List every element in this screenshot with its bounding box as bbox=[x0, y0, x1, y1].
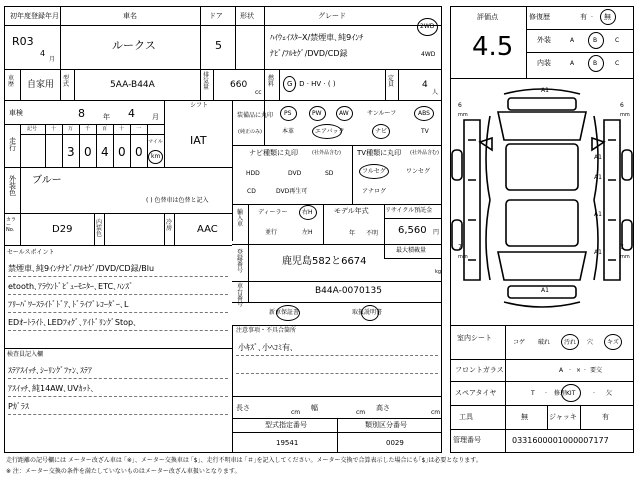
digit-header-3: 百 bbox=[102, 126, 108, 132]
car-damage-diagram bbox=[450, 80, 634, 320]
digit-header-2: 千 bbox=[85, 126, 91, 132]
equip-tv: TV bbox=[421, 128, 429, 135]
warranty-label: 新車保証書 bbox=[269, 309, 300, 316]
repair-yes: 有 bbox=[580, 13, 587, 21]
capacity-value: 4 bbox=[422, 80, 428, 90]
footer-line1: 走行距離の記号欄には メーター改ざん車は ｢※｣、メーター交換車は ｢$｣、走行不明車は ｢＃｣を記入してください。メーター交換で合算表示した場合にも｢$｣は必要となります。 bbox=[6, 457, 482, 464]
mileage-digit-3: 4 bbox=[101, 145, 109, 159]
windshield-x: × bbox=[576, 367, 582, 374]
ext-c: C bbox=[615, 37, 620, 44]
drive-2wd: 2WD bbox=[420, 23, 435, 30]
navi-dvd: DVD bbox=[288, 170, 302, 177]
registration-label: 登録番号 bbox=[237, 249, 244, 274]
damage-a1-top: A1 bbox=[541, 87, 549, 94]
height-cm: cm bbox=[431, 409, 441, 416]
person-unit: 人 bbox=[432, 89, 439, 96]
class-no: 0029 bbox=[386, 439, 404, 447]
model-year-label: モデル年式 bbox=[334, 207, 369, 215]
spare-sep1: · bbox=[545, 390, 547, 397]
first-reg-era: R03 bbox=[12, 35, 34, 48]
import-left-h: 左H bbox=[302, 229, 313, 236]
navi-sd: SD bbox=[325, 170, 334, 177]
windshield-replace: 要交 bbox=[590, 367, 603, 374]
seat-stain: 汚れ bbox=[564, 339, 577, 346]
navi-hdd: HDD bbox=[246, 170, 260, 177]
tv-subtitle: (社外品含む) bbox=[410, 150, 439, 156]
ac-value: AAC bbox=[197, 224, 218, 235]
exterior-grade-label: 外装 bbox=[537, 36, 551, 44]
exterior-note: ( ) 色替車は色替と記入 bbox=[146, 197, 209, 204]
inspection-year-unit: 年 bbox=[103, 113, 110, 121]
navi-dvd-play: DVD再生可 bbox=[276, 188, 308, 195]
spare-t: T bbox=[531, 390, 535, 397]
equip-airbag: エアバック bbox=[315, 128, 345, 135]
windshield-sep1: · bbox=[569, 367, 571, 374]
yen-unit: 円 bbox=[433, 229, 440, 236]
mm-right-bottom-unit: mm bbox=[620, 254, 630, 260]
spare-sep2: · bbox=[593, 390, 595, 397]
tools-value: 無 bbox=[521, 413, 528, 421]
tv-oneseg: ワンセグ bbox=[406, 168, 431, 175]
equip-leather: 本革 bbox=[282, 128, 295, 135]
fuel-options: G · D · HV · ( ) bbox=[287, 80, 336, 88]
mm-left-top-unit: mm bbox=[458, 112, 468, 118]
digit-header-0: 十 bbox=[51, 126, 57, 132]
ext-a: A bbox=[570, 37, 575, 44]
windshield-sep2: · bbox=[584, 367, 586, 374]
mileage-digit-1: 3 bbox=[67, 145, 75, 159]
equip-abs: ABS bbox=[418, 110, 430, 117]
manual-label: 取扱説明書 bbox=[352, 309, 383, 316]
record-label: 記号 bbox=[27, 126, 38, 132]
digit-header-1: 万 bbox=[68, 126, 74, 132]
mm-right-bottom-num: 7 bbox=[620, 244, 624, 251]
displacement-label: 排気量 bbox=[203, 72, 210, 91]
score-value: 4.5 bbox=[472, 32, 514, 62]
digit-header-4: 十 bbox=[119, 126, 125, 132]
mgmt-label: 管理番号 bbox=[453, 436, 481, 444]
import-right-h: 右H bbox=[302, 209, 313, 216]
month-unit: 月 bbox=[49, 56, 56, 63]
equip-ps: PS bbox=[284, 110, 292, 117]
windshield-a: A bbox=[559, 367, 564, 374]
fuel-label: 燃料 bbox=[268, 75, 275, 88]
footer-line2: ※ 注：メーター交換の条件を満たしていないものはメーター改ざん車扱いとなります。 bbox=[6, 468, 241, 475]
class-no-label: 類別区分番号 bbox=[365, 421, 407, 429]
first-reg-label: 初年度登録年月 bbox=[10, 12, 59, 20]
mm-right-top-num: 6 bbox=[620, 102, 624, 109]
width-label: 幅 bbox=[311, 404, 318, 412]
color-no-label: カラーNo. bbox=[6, 217, 17, 233]
inspection-year: 8 bbox=[78, 107, 85, 120]
max-load-label: 最大積載量 bbox=[396, 247, 427, 254]
navi-subtitle: (社外品含む) bbox=[312, 150, 341, 156]
recycle-amount: 6,560 bbox=[398, 225, 427, 236]
jack-value: 有 bbox=[602, 413, 609, 421]
mm-left-bottom-num: 7 bbox=[458, 244, 462, 251]
notes-line: 小ｷｽﾞ､小ﾍｺﾐ有､ bbox=[238, 343, 294, 352]
capacity-label: 定員 bbox=[388, 75, 395, 88]
mileage-digit-5: 0 bbox=[135, 145, 143, 159]
exterior-label: 外装色 bbox=[9, 175, 16, 197]
sales-line-2: ﾌﾘｰﾊﾟﾜｰｽﾗｲﾄﾞﾄﾞｱ､ﾄﾞﾗｲﾌﾞﾚｺｰﾀﾞｰ､L bbox=[8, 300, 129, 309]
ac-label: 冷房 bbox=[166, 219, 173, 232]
int-a: A bbox=[570, 60, 575, 67]
repair-sep: · bbox=[591, 14, 593, 21]
color-no: D29 bbox=[52, 224, 73, 235]
inspector-line-0: ｽﾃｱｽｲｯﾁ､ｼｰﾘﾝｸﾞﾌｧﾝ､ｽﾃｱ bbox=[8, 366, 92, 375]
damage-a1-right-mid: A1 bbox=[594, 174, 602, 181]
inspector-line-2: Pｶﾞﾗｽ bbox=[8, 402, 29, 411]
length-label: 長さ bbox=[236, 404, 250, 412]
mileage-digit-4: 0 bbox=[118, 145, 126, 159]
mm-left-bottom-unit: mm bbox=[458, 254, 468, 260]
shape-label: 形状 bbox=[240, 12, 254, 20]
car-name-label: 車名 bbox=[123, 12, 137, 20]
seat-label: 室内シート bbox=[457, 334, 492, 342]
chassis-label: 車台番号 bbox=[237, 283, 244, 308]
damage-a1-right-upper: A1 bbox=[594, 154, 602, 161]
height-label: 高さ bbox=[376, 404, 390, 412]
inspection-label: 車検 bbox=[9, 109, 23, 117]
grade-line1: ﾊｲｳｪｲｽﾀｰX/禁煙車､純9ｲﾝﾁ bbox=[270, 33, 364, 42]
cc-unit: cc bbox=[255, 89, 262, 96]
jack-label: ジャッキ bbox=[549, 413, 577, 421]
spare-kit: 修理KIT bbox=[554, 390, 576, 397]
type-no-label: 型式指定番号 bbox=[265, 421, 307, 429]
model-label: 型式 bbox=[63, 75, 70, 88]
int-b: B bbox=[593, 60, 598, 67]
tv-fullseg: フルセグ bbox=[362, 168, 386, 175]
interior-grade-label: 内装 bbox=[537, 59, 551, 67]
sales-line-3: EDｵｰﾄﾗｲﾄ､LEDﾌｫｸﾞ､ｱｲﾄﾞﾘﾝｸﾞStop､ bbox=[8, 318, 138, 327]
import-parallel: 並行 bbox=[265, 229, 278, 236]
mm-left-top-num: 6 bbox=[458, 102, 462, 109]
shift-label: シフト bbox=[190, 102, 209, 109]
unit-km: km bbox=[151, 153, 161, 160]
usage-value: 自家用 bbox=[27, 80, 55, 90]
int-c: C bbox=[615, 60, 620, 67]
equip-sunroof: サンルーフ bbox=[367, 110, 397, 117]
car-name: ルークス bbox=[112, 39, 156, 52]
doors-value: 5 bbox=[215, 39, 222, 52]
usage-label: 車歴 bbox=[8, 75, 15, 88]
equip-navi: ナビ bbox=[375, 128, 388, 135]
model-year-unknown: 不明 bbox=[366, 230, 379, 237]
navi-cd: CD bbox=[247, 188, 256, 195]
recycle-label: リサイクル預託金 bbox=[385, 207, 433, 214]
spare-label: スペアタイヤ bbox=[455, 389, 497, 397]
unit-mile: マイル bbox=[148, 139, 163, 145]
displacement-value: 660 bbox=[230, 80, 248, 90]
type-no: 19541 bbox=[276, 439, 299, 447]
equipment-subtitle: (純正のみ) bbox=[238, 129, 262, 135]
navi-title: ナビ種類に丸印 bbox=[249, 149, 298, 157]
width-cm: cm bbox=[356, 409, 366, 416]
mgmt-number: 0331600001000007177 bbox=[512, 436, 609, 445]
damage-a1-rear: A1 bbox=[541, 287, 549, 294]
inspector-line-1: ｱｽｲｯﾁ､純14AW､UVｶｯﾄ､ bbox=[8, 384, 95, 393]
digit-header-5: 一 bbox=[136, 126, 142, 132]
grade-line2: ﾅﾋﾞ/ﾌﾙｾｸﾞ/DVD/CD録 bbox=[270, 49, 348, 58]
ext-b: B bbox=[593, 37, 598, 44]
notes-label: 注意事項・不具合箇所 bbox=[236, 327, 297, 334]
mileage-label: 走行 bbox=[9, 137, 16, 152]
sales-line-0: 禁煙車､純9ｲﾝﾁﾅﾋﾞ/ﾌﾙｾｸﾞ/DVD/CD録/Blu bbox=[8, 264, 155, 273]
length-cm: cm bbox=[291, 409, 301, 416]
drive-4wd: 4WD bbox=[421, 51, 436, 58]
tv-title: TV種類に丸印 bbox=[357, 149, 402, 157]
model-year-year: 年 bbox=[349, 230, 356, 237]
repair-no: 無 bbox=[604, 13, 611, 21]
tv-analog: アナログ bbox=[362, 188, 387, 195]
inspection-month-unit: 月 bbox=[152, 113, 159, 121]
sales-points-label: セールスポイント bbox=[7, 249, 55, 256]
inspection-month: 4 bbox=[128, 107, 135, 120]
spare-missing: 欠 bbox=[606, 390, 613, 397]
score-label: 評価点 bbox=[477, 13, 498, 21]
seat-scratch: キズ bbox=[607, 339, 619, 346]
import-dealer: ディーラー bbox=[258, 209, 288, 216]
damage-a1-right-bottom: A1 bbox=[594, 249, 602, 256]
grade-label: グレード bbox=[318, 12, 346, 20]
mileage-digit-2: 0 bbox=[84, 145, 92, 159]
seat-tear: 破れ bbox=[538, 339, 551, 346]
damage-a1-right-lower: A1 bbox=[594, 211, 602, 218]
doors-label: ドア bbox=[209, 12, 223, 20]
tools-label: 工具 bbox=[459, 413, 473, 421]
equip-aw: AW bbox=[339, 110, 349, 117]
equipment-title: 装備品に丸印 bbox=[237, 112, 274, 119]
mm-right-top-unit: mm bbox=[620, 112, 630, 118]
model-value: 5AA-B44A bbox=[110, 80, 155, 90]
chassis-number: B44A-0070135 bbox=[315, 286, 382, 296]
inspector-label: 検査員記入欄 bbox=[7, 351, 44, 358]
kg-unit: kg bbox=[435, 269, 442, 275]
import-label: 輸入車 bbox=[237, 209, 244, 228]
seat-burn: コゲ bbox=[513, 339, 526, 346]
registration-number: 鹿児島582と6674 bbox=[282, 256, 367, 267]
windshield-label: フロントガラス bbox=[455, 366, 504, 374]
interior-color-label: 内装色 bbox=[96, 219, 103, 238]
first-reg-month: 4 bbox=[40, 49, 46, 58]
repair-label: 修復歴 bbox=[529, 13, 550, 21]
shift-value: IAT bbox=[190, 134, 207, 147]
equip-pw: PW bbox=[312, 110, 322, 117]
seat-hole: 穴 bbox=[587, 339, 594, 346]
exterior-color: ブルー bbox=[32, 175, 62, 186]
sales-line-1: etooth､ｱﾗｳﾝﾄﾞﾋﾞｭｰﾓﾆﾀｰ､ETC､ﾊﾝｽﾞ bbox=[8, 282, 134, 291]
